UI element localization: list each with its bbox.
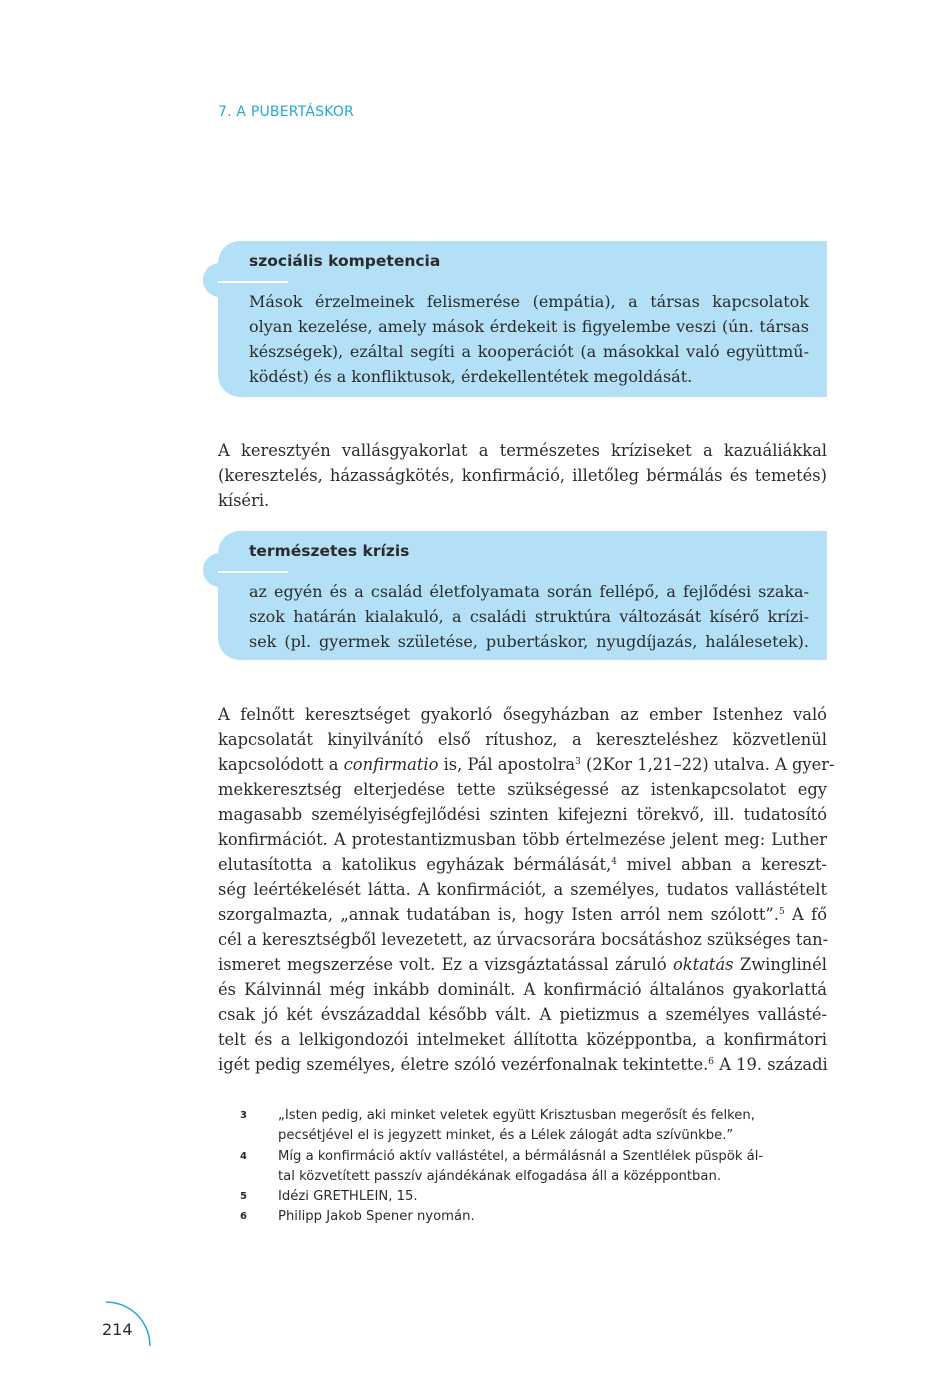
definition-line: sek (pl. gyermek születése, pubertáskor, nyugdíjazás, halálesetek). <box>249 632 809 651</box>
text-line: mekkeresztség elterjedése tette szükségessé az istenkapcsolatot egy <box>218 780 827 799</box>
footnote-ref: 4 <box>611 857 617 867</box>
text-line: telt és a lelkigondozói intelmeket állította középpontba, a konfirmátori <box>218 1030 827 1049</box>
page-number: 214 <box>102 1320 133 1339</box>
italic-term: confirmatio <box>343 755 439 774</box>
chapter-heading: 7. A PUBERTÁSKOR <box>218 104 354 120</box>
text-line: és Kálvinnál még inkább dominált. A konfirmáció általános gyakorlattá <box>218 980 827 999</box>
text-line: A felnőtt keresztséget gyakorló ősegyházban az ember Istenhez való <box>218 705 827 724</box>
text-line: (keresztelés, házasságkötés, konfirmáció, illetőleg bérmálás és temetés) <box>218 466 827 485</box>
definition-box-social-competence <box>218 241 827 397</box>
definition-box-natural-crisis <box>218 531 827 660</box>
definition-line: Mások érzelmeinek felismerése (empátia), a társas kapcsolatok <box>249 292 809 311</box>
definition-line: szok határán kialakuló, a családi struktúra változását kísérő krízi- <box>249 607 809 626</box>
footnote-number: 5 <box>240 1191 247 1202</box>
paragraph-konfirmacio <box>218 702 835 1077</box>
footnote-number: 3 <box>240 1110 247 1121</box>
definition-text <box>249 289 809 389</box>
text-line: szorgalmazta, „annak tudatában is, hogy Isten arról nem szólott”.$^5$ A fő <box>218 905 827 924</box>
definition-line: ködést) és a konfliktusok, érdekellentétek megoldását. <box>249 367 693 386</box>
text-line: ség leértékelését látta. A konfirmációt, a személyes, tudatos vallástételt <box>218 880 827 899</box>
definition-term: természetes krízis <box>249 542 410 560</box>
footnote-text: Míg a konfirmáció aktív vallástétel, a bérmálásnál a Szentlélek püspök ál- tal közvetített passzív ajándékának elfogadása áll a középpontban. <box>278 1149 764 1184</box>
footnote-text: Philipp Jakob Spener nyomán. <box>278 1209 475 1224</box>
text-line: A keresztyén vallásgyakorlat a természetes kríziseket a kazuáliákkal <box>218 441 827 460</box>
paragraph-kazualiak <box>218 438 827 513</box>
text-line: kapcsolatát kinyilvánító első rítushoz, a kereszteléshez közvetlenül <box>218 730 827 749</box>
text-line: kíséri. <box>218 491 270 510</box>
text-line: cél a keresztségből levezetett, az úrvacsorára bocsátáshoz szükséges tan- <box>218 930 829 949</box>
definition-text <box>249 579 809 654</box>
footnote-ref: 3 <box>575 757 581 767</box>
footnote-number: 6 <box>240 1211 247 1222</box>
footnote-ref: 6 <box>708 1057 715 1067</box>
text-line: konfirmációt. A protestantizmusban több értelmezése jelent meg: Luther <box>218 830 827 849</box>
footnote-text: Idézi GRETHLEIN, 15. <box>278 1189 418 1204</box>
term-underline <box>218 281 288 283</box>
definition-line: olyan kezelése, amely mások érdekeit is figyelembe veszi (ún. társas <box>249 317 809 336</box>
text-line: kapcsolódott a confirmatio is, Pál apostolra$^3$ (2Kor 1,21–22) utalva. A gyer- <box>218 755 835 774</box>
definition-line: készségek), ezáltal segíti a kooperációt (a másokkal való együttmű- <box>249 342 809 361</box>
definition-term: szociális kompetencia <box>249 252 441 270</box>
term-underline <box>218 571 288 573</box>
footnote-text: „Isten pedig, aki minket veletek együtt Krisztusban megerősít és felken, pecsétjével el is jegyzett minket, és a Lélek zálogát adta szívünkbe.” <box>278 1108 755 1143</box>
text-line: ismeret megszerzése volt. Ez a vizsgáztatással záruló oktatás Zwinglinél <box>218 955 827 974</box>
footnote-number: 4 <box>240 1151 247 1162</box>
footnote-ref: 5 <box>778 907 785 917</box>
text-line: magasabb személyiségfejlődési szinten kifejezni törekvő, ill. tudatosító <box>218 805 827 824</box>
text-line: csak jó két évszázaddal később vált. A pietizmus a személyes vallásté- <box>218 1005 827 1024</box>
text-line: igét pedig személyes, életre szóló vezérfonalnak tekintette.$^6$ A 19. századi <box>218 1055 828 1074</box>
text-line: elutasította a katolikus egyházak bérmálását,$^4$ mivel abban a kereszt- <box>218 855 827 874</box>
definition-line: az egyén és a család életfolyamata során fellépő, a fejlődési szaka- <box>249 582 809 601</box>
italic-term: oktatás <box>673 955 734 974</box>
